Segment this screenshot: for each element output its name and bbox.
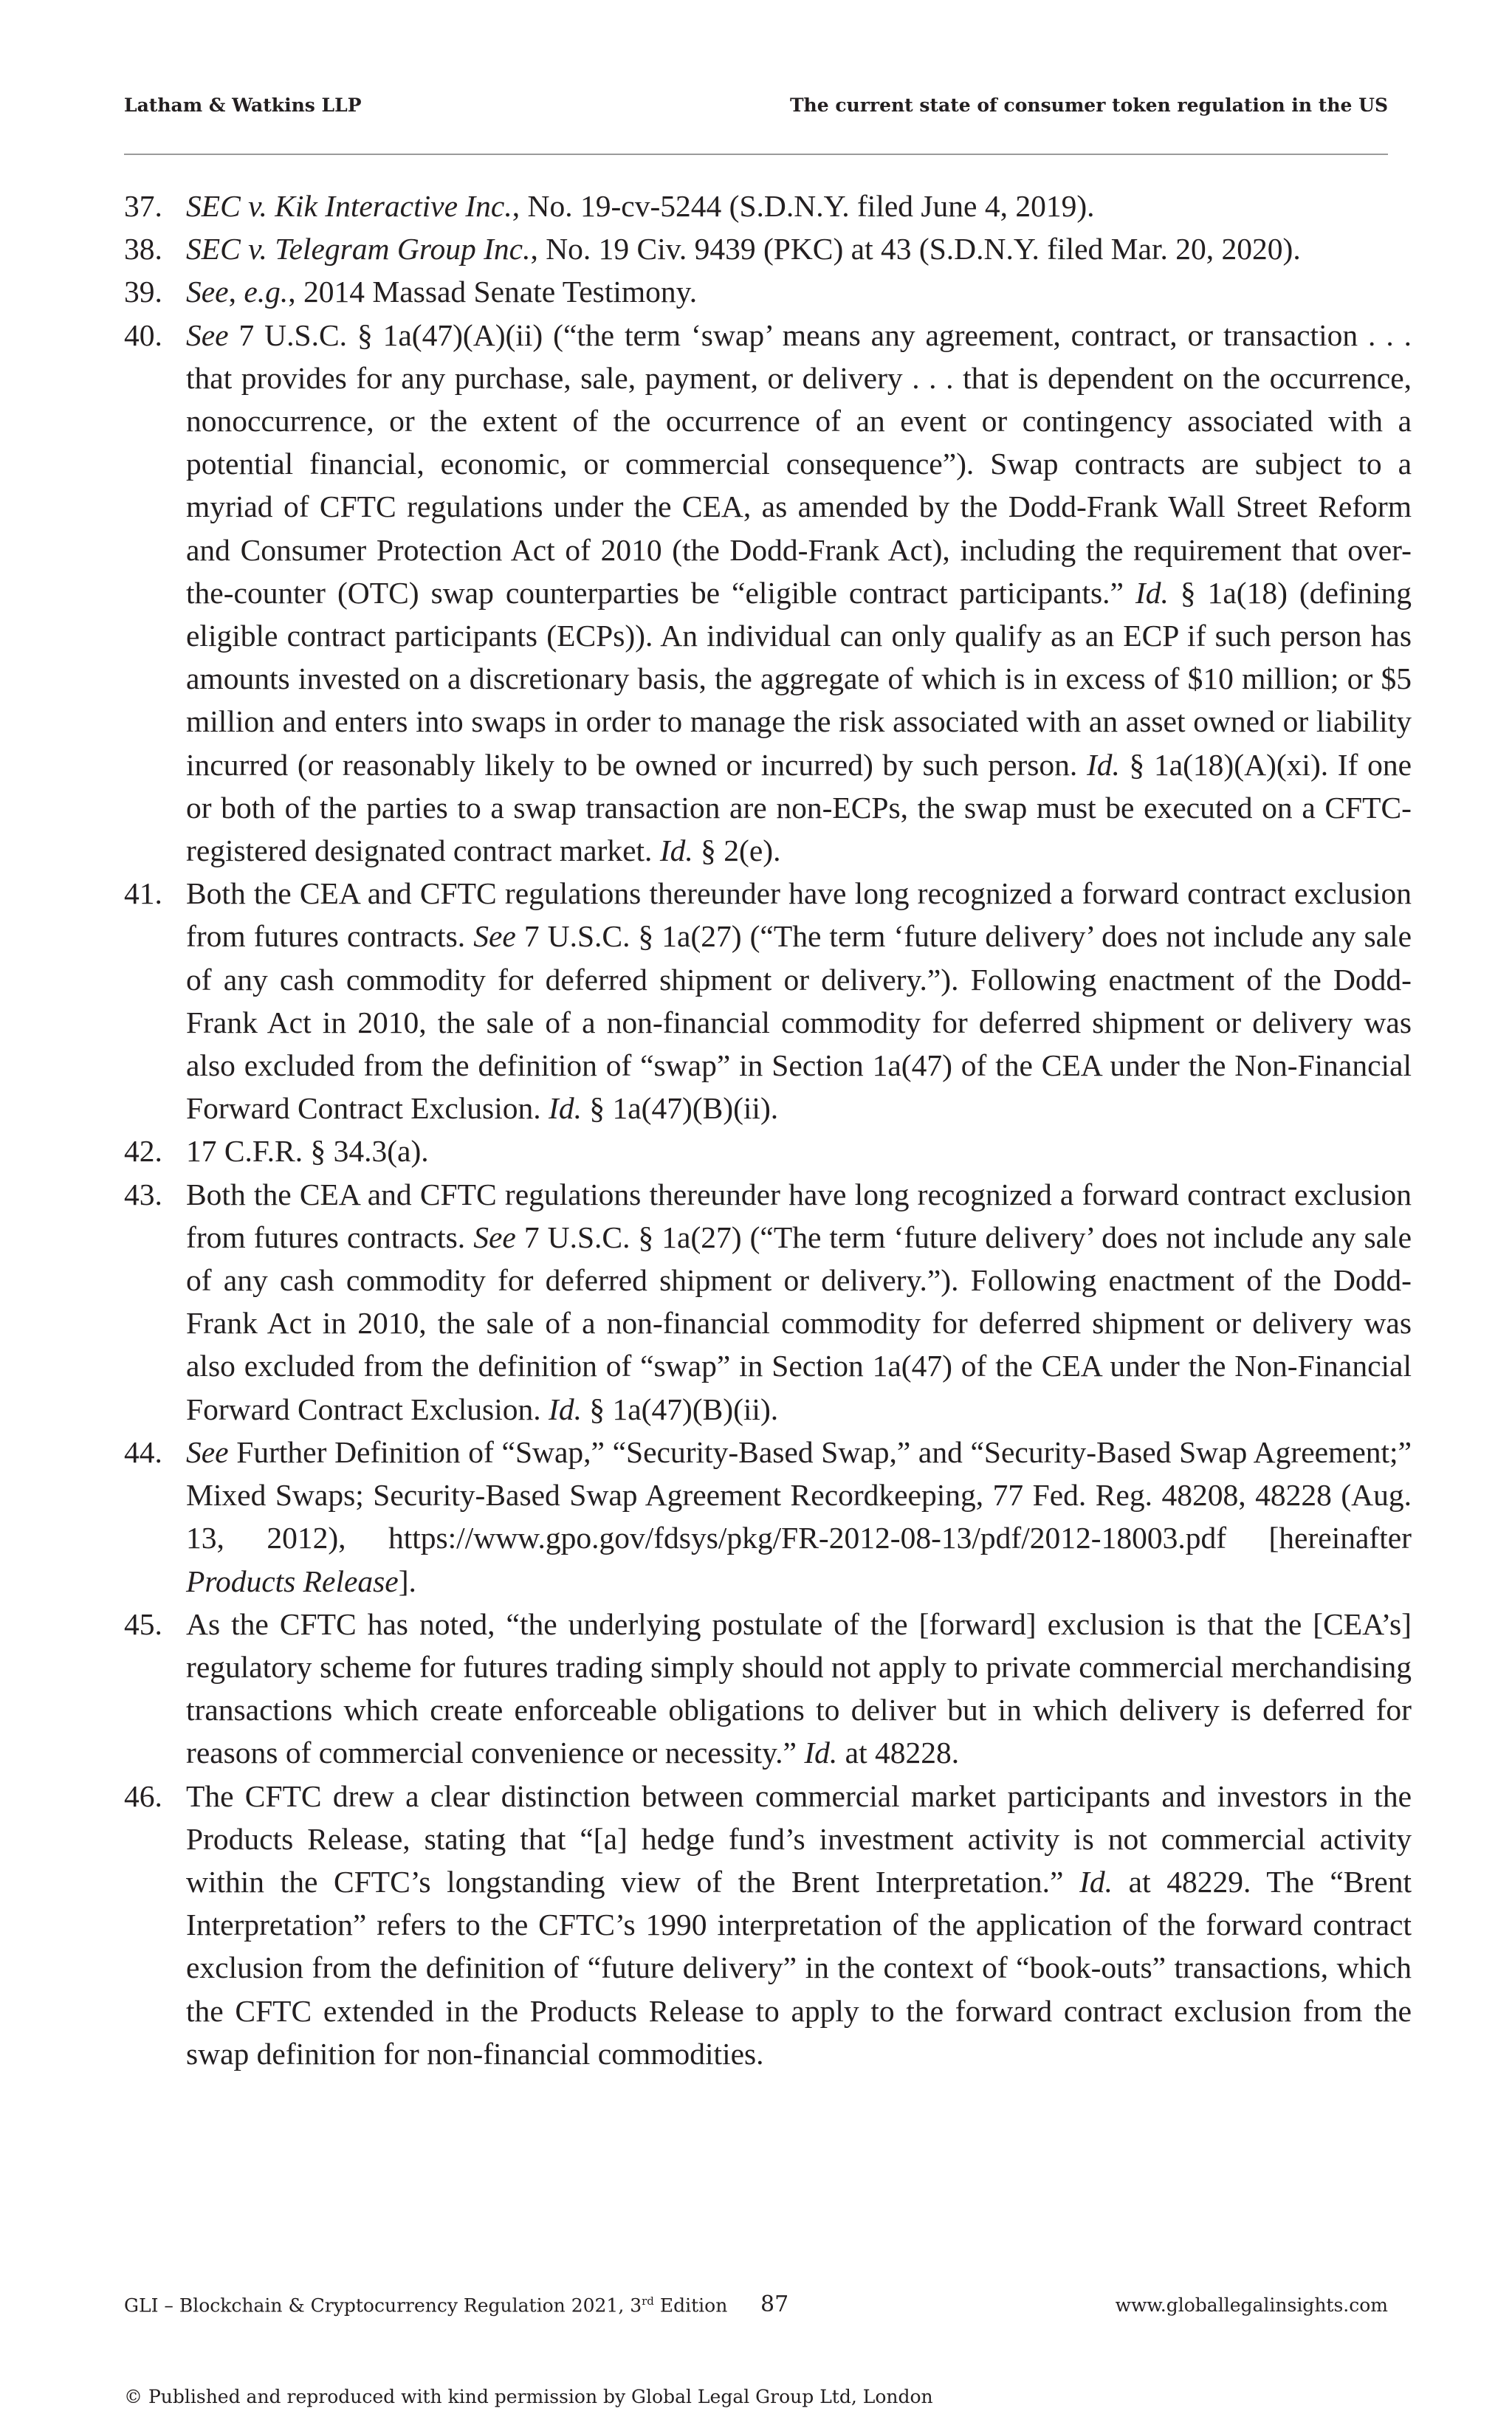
endnote-italic-text: Products Release bbox=[186, 1564, 399, 1598]
endnote-text-segment: 7 U.S.C. § 1a(27) (“The term ‘future delivery’ does not include any sale of any cash commodity for deferred shipment or delivery.”). Following enactment of the Dodd-Frank Act in 2010, the sale of a non-financial commodity for deferred shipment or delivery was also excluded from the definition of “swap” in Section 1a(47) of the CEA under the Non-Financial Forward Contract Exclusion. bbox=[186, 919, 1412, 1126]
endnote-number: 40. bbox=[124, 317, 162, 352]
endnote-italic-text: Id. bbox=[659, 833, 693, 868]
endnote-item bbox=[124, 227, 1412, 270]
endnote-number: 44. bbox=[124, 1434, 162, 1469]
header-firm-name: Latham & Watkins LLP bbox=[124, 94, 362, 116]
endnote-text bbox=[186, 314, 1412, 873]
endnote-italic-text: Id. bbox=[549, 1091, 582, 1126]
endnote-italic-text: See bbox=[186, 317, 229, 352]
endnote-text-segment: , bbox=[228, 275, 244, 309]
endnote-text bbox=[186, 185, 1412, 227]
endnote-item bbox=[124, 314, 1412, 873]
endnote-number: 45. bbox=[124, 1606, 162, 1641]
endnote-item bbox=[124, 270, 1412, 313]
endnote-italic-text: Id. bbox=[1135, 575, 1169, 610]
endnote-item bbox=[124, 185, 1412, 227]
endnote-text-segment: Both the CEA and CFTC regulations thereunder have long recognized a forward contract exclusion from futures contracts. bbox=[186, 876, 1412, 954]
copyright-notice: © Published and reproduced with kind permission by Global Legal Group Ltd, London bbox=[124, 2386, 933, 2407]
endnote-text-segment: § 1a(47)(B)(ii). bbox=[581, 1091, 779, 1126]
endnote-text-segment: Both the CEA and CFTC regulations thereunder have long recognized a forward contract exclusion from futures contracts. bbox=[186, 1177, 1412, 1254]
endnote-number: 37. bbox=[124, 189, 162, 223]
endnote-item bbox=[124, 1129, 1412, 1172]
endnote-italic-text: See bbox=[473, 1220, 516, 1254]
endnote-text bbox=[186, 1431, 1412, 1603]
running-header bbox=[124, 94, 1388, 124]
endnotes-list bbox=[124, 185, 1412, 2075]
endnote-text-segment: § 1a(18) (defining eligible contract participants (ECPs)). An individual can only qualify as an ECP if such person has amounts invested on a discretionary basis, the aggregate of which is in excess of $10 million; or $5 million and enters into swaps in order to manage the risk associated with an asset owned or liability incurred (or reasonably likely to be owned or incurred) by such person. bbox=[186, 575, 1412, 782]
endnote-number: 41. bbox=[124, 876, 162, 911]
endnote-text-segment: ]. bbox=[398, 1564, 416, 1598]
endnote-text bbox=[186, 1129, 1412, 1172]
endnote-text-segment: , No. 19 Civ. 9439 (PKC) at 43 (S.D.N.Y. filed Mar. 20, 2020). bbox=[530, 232, 1301, 267]
endnote-text bbox=[186, 1603, 1412, 1775]
endnote-italic-text: See bbox=[473, 919, 516, 954]
endnote-italic-text: SEC v. Telegram Group Inc. bbox=[186, 232, 531, 267]
endnote-item bbox=[124, 1173, 1412, 1431]
endnote-italic-text: Id. bbox=[549, 1392, 582, 1426]
endnote-text-segment: § 1a(18)(A)(xi). If one or both of the parties to a swap transaction are non-ECPs, the swap must be executed on a CFTC-registered designated contract market. bbox=[186, 747, 1412, 868]
endnote-text-segment: at 48228. bbox=[837, 1736, 960, 1770]
endnote-italic-text: Id. bbox=[804, 1736, 838, 1770]
endnote-item bbox=[124, 1775, 1412, 2075]
endnote-text-segment: The CFTC drew a clear distinction between commercial market participants and investors in the Products Release, stating that “[a] hedge fund’s investment activity is not commercial activity within the CFTC’s longstanding view of the Brent Interpretation.” bbox=[186, 1778, 1412, 1899]
endnote-number: 38. bbox=[124, 232, 162, 267]
endnote-number: 43. bbox=[124, 1177, 162, 1211]
endnote-italic-text: See bbox=[186, 275, 229, 309]
endnote-item bbox=[124, 1603, 1412, 1775]
endnote-text-segment: , No. 19-cv-5244 (S.D.N.Y. filed June 4, 2019). bbox=[512, 189, 1095, 223]
endnote-text-segment: § 2(e). bbox=[693, 833, 781, 868]
endnote-italic-text: SEC v. Kik Interactive Inc. bbox=[186, 189, 512, 223]
endnote-text-segment: 17 C.F.R. § 34.3(a). bbox=[186, 1134, 429, 1169]
footer-publication-title: GLI – Blockchain & Cryptocurrency Regulation 2021, 3rd Edition bbox=[124, 2294, 728, 2317]
endnote-number: 42. bbox=[124, 1134, 162, 1169]
endnote-number: 46. bbox=[124, 1778, 162, 1813]
header-divider bbox=[124, 154, 1388, 155]
endnote-number: 39. bbox=[124, 275, 162, 309]
footer-website[interactable]: www.globallegalinsights.com bbox=[1115, 2294, 1388, 2316]
endnote-item bbox=[124, 872, 1412, 1129]
endnote-text-segment: Further Definition of “Swap,” “Security-Based Swap,” and “Security-Based Swap Agreement;” Mixed Swaps; Security-Based Swap Agreement Recordkeeping, 77 Fed. Reg. 48208, 48228 (Aug. 13, 2012), https://www.gpo.gov/fdsys/pkg/FR-2012-08-13/pdf/2012-18003.pdf [hereinafter bbox=[186, 1434, 1412, 1555]
header-chapter-title: The current state of consumer token regulation in the US bbox=[789, 94, 1388, 116]
endnote-item bbox=[124, 1431, 1412, 1603]
endnote-italic-text: See bbox=[186, 1434, 229, 1469]
endnote-italic-text: Id. bbox=[1086, 747, 1120, 782]
endnote-italic-text: Id. bbox=[1079, 1864, 1113, 1899]
endnote-text bbox=[186, 1173, 1412, 1431]
endnote-text-segment: , 2014 Massad Senate Testimony. bbox=[288, 275, 698, 309]
endnote-text bbox=[186, 227, 1412, 270]
endnote-text-segment: As the CFTC has noted, “the underlying postulate of the [forward] exclusion is that the [CEA’s] regulatory scheme for futures trading simply should not apply to private commercial merchandising transactions which create enforceable obligations to deliver but in which delivery is deferred for reasons of commercial convenience or necessity.” bbox=[186, 1606, 1412, 1770]
endnote-text-segment: 7 U.S.C. § 1a(47)(A)(ii) (“the term ‘swap’ means any agreement, contract, or transaction . . . that provides for any purchase, sale, payment, or delivery . . . that is dependent on the occurrence, nonoccurrence, or the extent of the occurrence of an event or contingency associated with a potential financial, economic, or commercial consequence”). Swap contracts are subject to a myriad of CFTC regulations under the CEA, as amended by the Dodd-Frank Wall Street Reform and Consumer Protection Act of 2010 (the Dodd-Frank Act), including the requirement that over-the-counter (OTC) swap counterparties be “eligible contract participants.” bbox=[186, 317, 1412, 610]
endnote-text bbox=[186, 1775, 1412, 2075]
page-number: 87 bbox=[760, 2291, 789, 2317]
endnote-text bbox=[186, 872, 1412, 1129]
endnote-text bbox=[186, 270, 1412, 313]
endnote-text-segment: at 48229. The “Brent Interpretation” refers to the CFTC’s 1990 interpretation of the application of the forward contract exclusion from the definition of “future delivery” in the context of “book-outs” transactions, which the CFTC extended in the Products Release to apply to the forward contract exclusion from the swap definition for non-financial commodities. bbox=[186, 1864, 1412, 2071]
endnote-text-segment: § 1a(47)(B)(ii). bbox=[581, 1392, 779, 1426]
endnote-italic-text: e.g. bbox=[244, 275, 289, 309]
endnote-text-segment: 7 U.S.C. § 1a(27) (“The term ‘future delivery’ does not include any sale of any cash commodity for deferred shipment or delivery.”). Following enactment of the Dodd-Frank Act in 2010, the sale of a non-financial commodity for deferred shipment or delivery was also excluded from the definition of “swap” in Section 1a(47) of the CEA under the Non-Financial Forward Contract Exclusion. bbox=[186, 1220, 1412, 1426]
